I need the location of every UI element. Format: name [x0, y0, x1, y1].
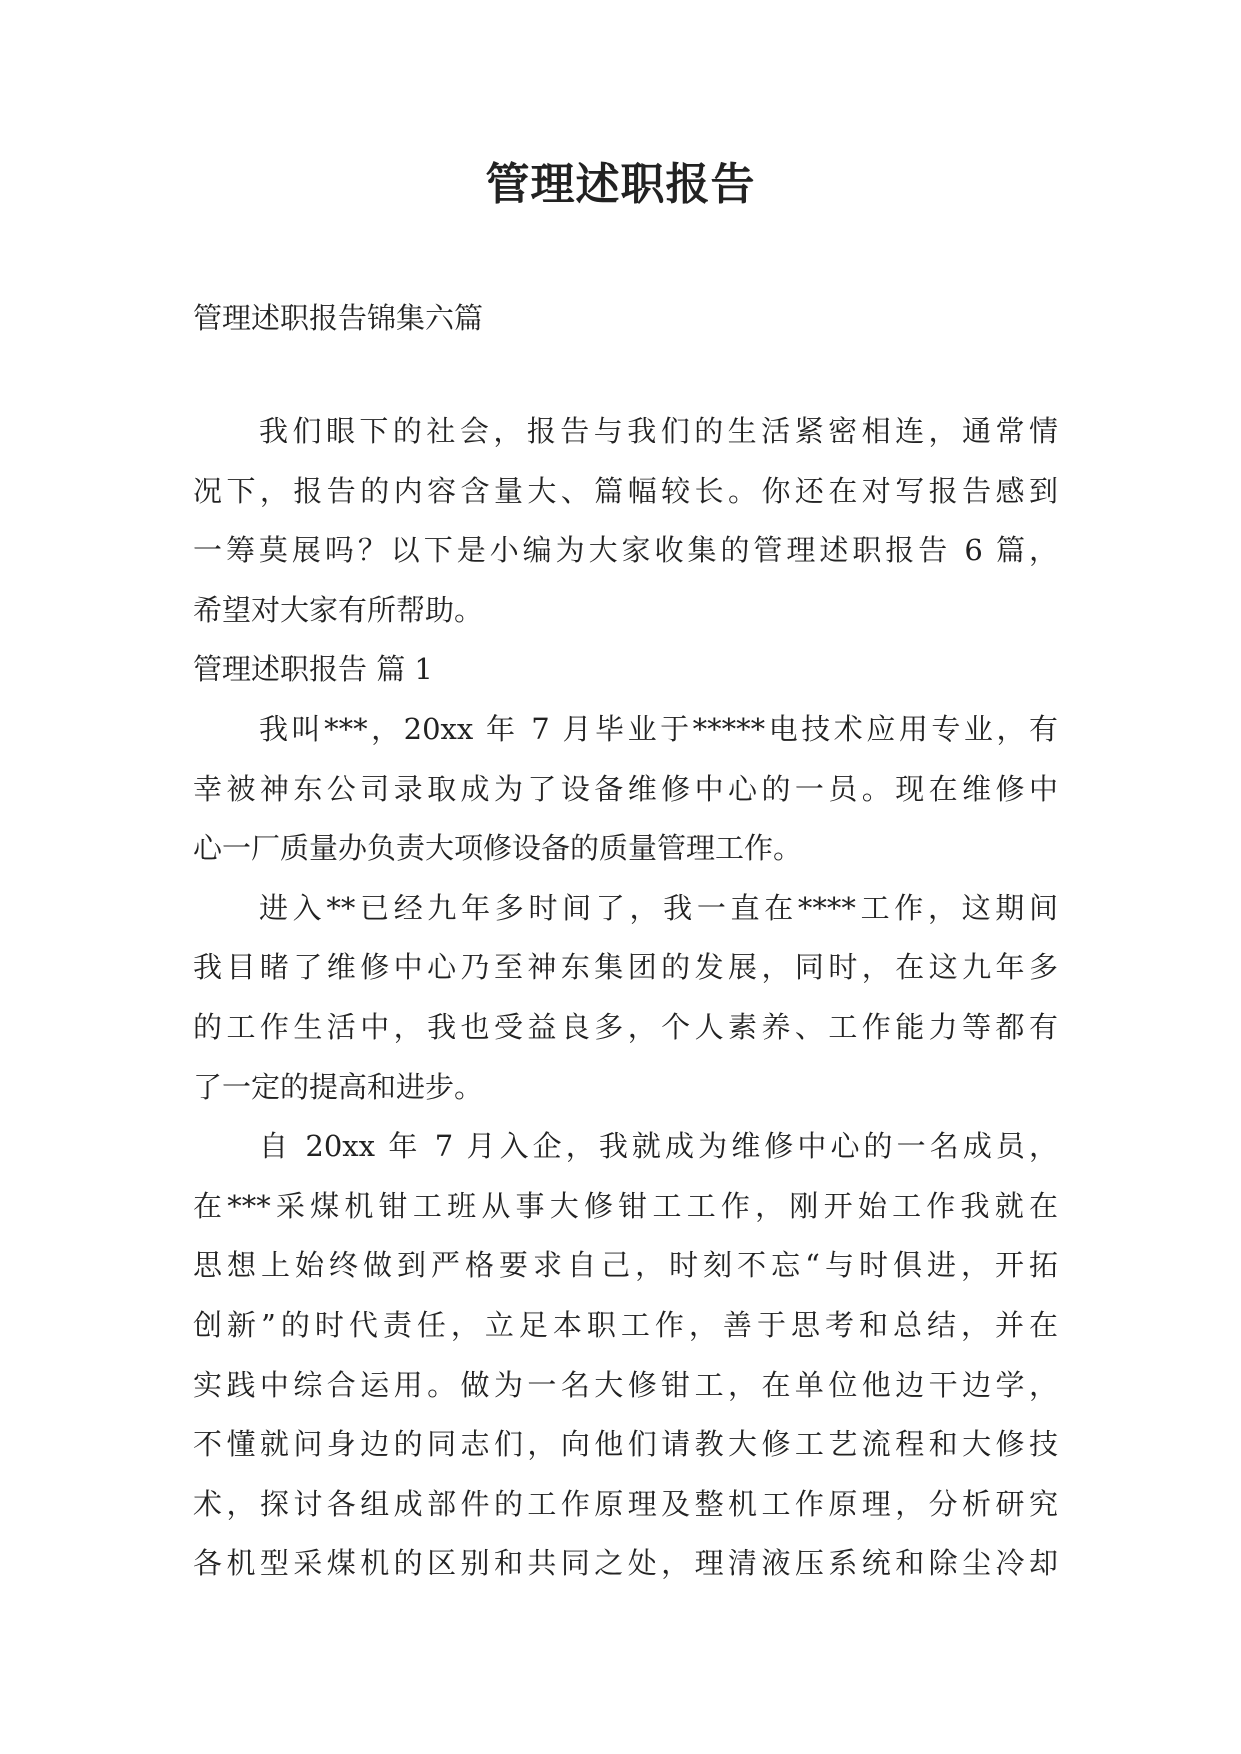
text-line: 思想上始终做到严格要求自己，时刻不忘“与时俱进，开拓 [193, 1248, 1058, 1283]
text-line: 进入**已经九年多时间了，我一直在****工作，这期间 [259, 890, 1058, 925]
text-line: 我们眼下的社会，报告与我们的生活紧密相连，通常情 [259, 414, 1058, 448]
text-line: 况下，报告的内容含量大、篇幅较长。你还在对写报告感到 [193, 473, 1058, 508]
text-line: 各机型采煤机的区别和共同之处，理清液压系统和除尘冷却 [193, 1546, 1058, 1581]
text-line: 心一厂质量办负责大项修设备的质量管理工作。 [193, 831, 803, 866]
paragraph-3 [193, 1117, 1058, 1594]
paragraph-1 [193, 700, 1058, 879]
text-line: 创新”的时代责任，立足本职工作，善于思考和总结，并在 [193, 1307, 1058, 1342]
paragraph-2 [193, 879, 1058, 1117]
text-line: 的工作生活中，我也受益良多，个人素养、工作能力等都有 [193, 1009, 1058, 1044]
text-line: 在***采煤机钳工班从事大修钳工工作，刚开始工作我就在 [193, 1188, 1058, 1223]
intro-paragraph [193, 402, 1058, 640]
text-line: 术，探讨各组成部件的工作原理及整机工作原理，分析研究 [193, 1486, 1058, 1521]
section-heading: 管理述职报告 篇 1 [193, 652, 433, 687]
text-line: 希望对大家有所帮助。 [193, 592, 484, 627]
page-title: 管理述职报告 [485, 159, 756, 210]
text-line: 一筹莫展吗？以下是小编为大家收集的管理述职报告 6 篇， [193, 533, 1058, 568]
text-line: 自 20xx 年 7 月入企，我就成为维修中心的一名成员， [259, 1129, 1058, 1164]
document-body [193, 402, 1058, 1594]
text-line: 不懂就问身边的同志们，向他们请教大修工艺流程和大修技 [193, 1427, 1058, 1462]
text-line: 我叫***，20xx 年 7 月毕业于*****电技术应用专业，有 [259, 711, 1058, 746]
text-line: 幸被神东公司录取成为了设备维修中心的一员。现在维修中 [193, 771, 1058, 806]
text-line: 实践中综合运用。做为一名大修钳工，在单位他边干边学， [193, 1367, 1058, 1402]
text-line: 我目睹了维修中心乃至神东集团的发展，同时，在这九年多 [193, 950, 1058, 985]
document-subtitle: 管理述职报告锦集六篇 [193, 301, 484, 335]
text-line: 了一定的提高和进步。 [193, 1069, 484, 1104]
